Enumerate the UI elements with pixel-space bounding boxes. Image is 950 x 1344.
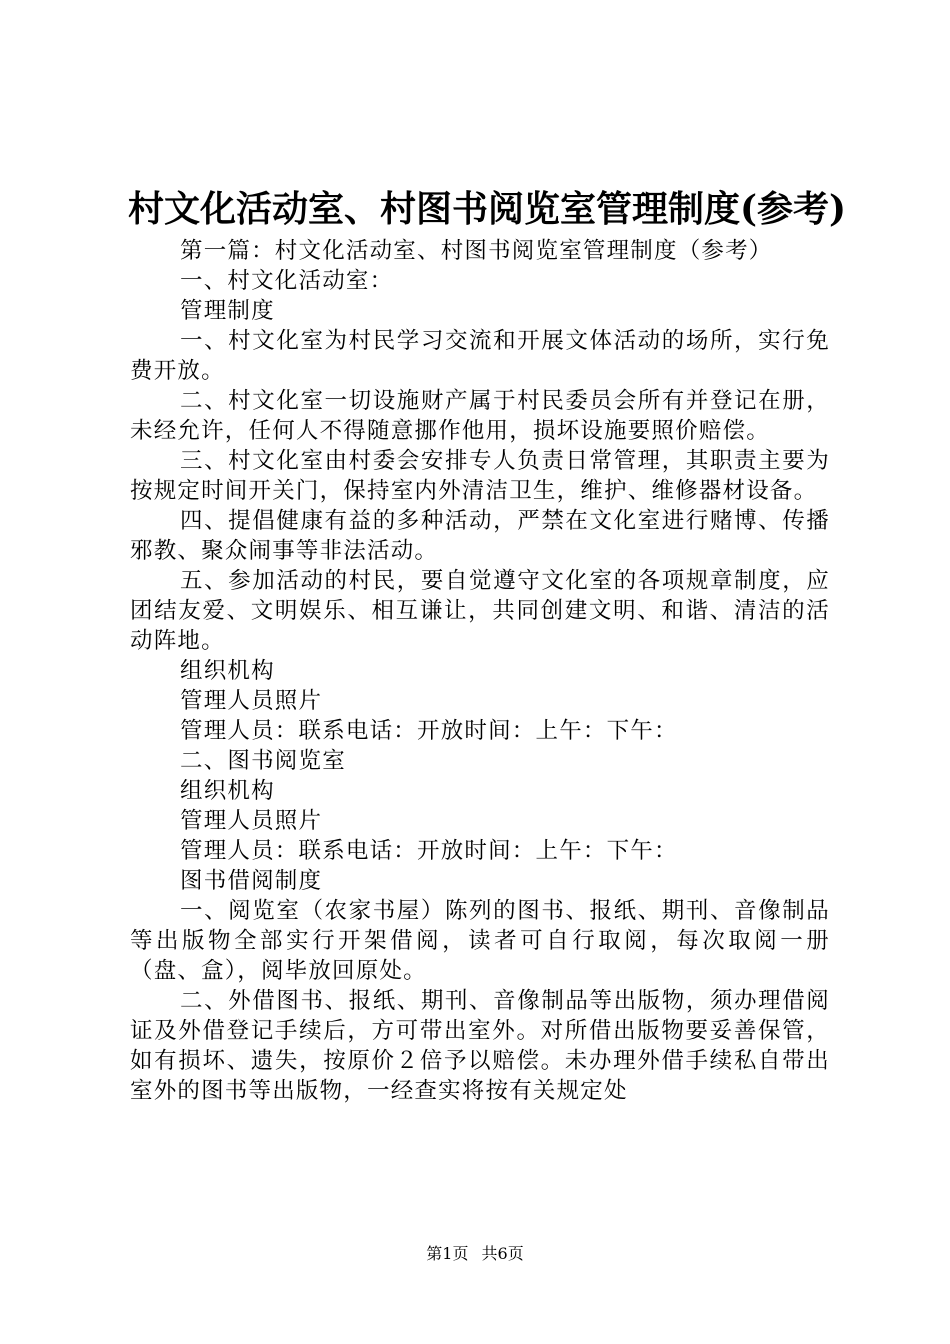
rule-paragraph: 二、外借图书、报纸、期刊、音像制品等出版物，须办理借阅证及外借登记手续后，方可带出室外。对所借出版物要妥善保管，如有损坏、遗失，按原价２倍予以赔偿。未办理外借手续私自带出室外的图书等出版物，一经查实将按有关规定处 bbox=[130, 988, 830, 1104]
subheading: 管理制度 bbox=[180, 298, 275, 324]
page-number: 第1页 bbox=[426, 1244, 469, 1263]
page-total: 共6页 bbox=[481, 1244, 524, 1263]
section-heading: 二、图书阅览室 bbox=[180, 748, 346, 774]
rule-paragraph: 三、村文化室由村委会安排专人负责日常管理，其职责主要为按规定时间开关门，保持室内外清洁卫生，维护、维修器材设备。 bbox=[130, 448, 830, 504]
paragraph: 第一篇：村文化活动室、村图书阅览室管理制度（参考） bbox=[180, 238, 773, 264]
page-footer bbox=[0, 1244, 950, 1264]
rule-paragraph: 一、村文化室为村民学习交流和开展文体活动的场所，实行免费开放。 bbox=[130, 328, 830, 384]
document-body bbox=[130, 236, 830, 1106]
subheading: 组织机构 bbox=[180, 658, 275, 684]
rule-paragraph: 二、村文化室一切设施财产属于村民委员会所有并登记在册，未经允许，任何人不得随意挪作他用，损坏设施要照价赔偿。 bbox=[130, 388, 830, 444]
document-title: 村文化活动室、村图书阅览室管理制度(参考) bbox=[128, 188, 847, 230]
subheading: 管理人员照片 bbox=[180, 808, 323, 834]
contact-line: 管理人员：联系电话：开放时间：上午：下午： bbox=[180, 838, 678, 864]
section-heading: 一、村文化活动室： bbox=[180, 268, 394, 294]
subheading: 管理人员照片 bbox=[180, 688, 323, 714]
subheading: 图书借阅制度 bbox=[180, 868, 323, 894]
rule-paragraph: 五、参加活动的村民，要自觉遵守文化室的各项规章制度，应团结友爱、文明娱乐、相互谦让，共同创建文明、和谐、清洁的活动阵地。 bbox=[130, 568, 830, 654]
subheading: 组织机构 bbox=[180, 778, 275, 804]
contact-line: 管理人员：联系电话：开放时间：上午：下午： bbox=[180, 718, 678, 744]
rule-paragraph: 一、阅览室（农家书屋）陈列的图书、报纸、期刊、音像制品等出版物全部实行开架借阅，读者可自行取阅，每次取阅一册（盘、盒），阅毕放回原处。 bbox=[130, 898, 830, 984]
rule-paragraph: 四、提倡健康有益的多种活动，严禁在文化室进行赌博、传播邪教、聚众闹事等非法活动。 bbox=[130, 508, 830, 564]
